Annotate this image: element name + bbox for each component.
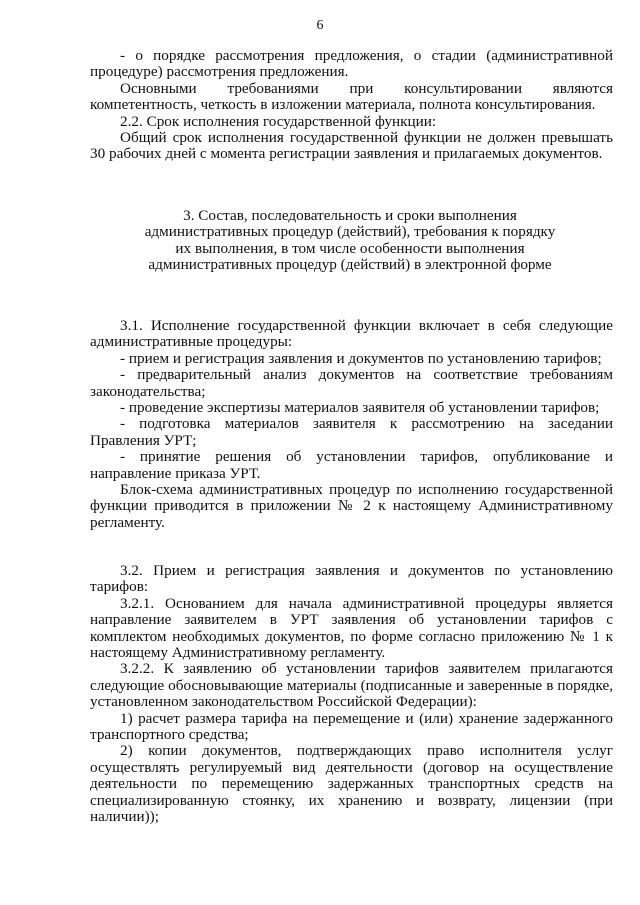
list-item: - принятие решения об установлении тарифов, опубликование и направление приказа УРТ. xyxy=(90,448,613,482)
list-item: - прием и регистрация заявления и документов по установлению тарифов; xyxy=(120,349,602,367)
paragraph: Общий срок исполнения государственной функции не должен превышать 30 рабочих дней с момента регистрации заявления и прилагаемых документов. xyxy=(90,129,613,163)
paragraph: 3.2. Прием и регистрация заявления и документов по установлению тарифов: xyxy=(90,562,613,596)
paragraph: 3.1. Исполнение государственной функции включает в себя следующие административные процедуры: xyxy=(90,317,613,351)
list-item: 1) расчет размера тарифа на перемещение и (или) хранение задержанного транспортного средства; xyxy=(90,709,613,744)
top-text-block xyxy=(90,48,613,163)
paragraph: Блок-схема административных процедур по исполнению государственной функции приводится в приложении № 2 к настоящему Административному регламенту. xyxy=(90,481,613,531)
heading-line: административных процедур (действий), требования к порядку xyxy=(144,223,556,241)
heading-line: 3. Состав, последовательность и сроки выполнения xyxy=(183,207,517,224)
paragraph: Основными требованиями при консультировании являются компетентность, четкость в изложении материала, полнота консультирования. xyxy=(90,79,613,114)
page-number: 6 xyxy=(316,18,324,33)
section-heading xyxy=(110,208,590,274)
paragraph: 2.2. Срок исполнения государственной функции: xyxy=(120,112,437,130)
list-item: 2) копии документов, подтверждающих право исполнителя услуг осуществлять регулируемый вид деятельности (договор на осуществление деятельности по перемещению задержанных транспортных средств на специализированную стоянку, их хранению и возврату, лицензии (при наличии)); xyxy=(90,742,613,826)
section-3-1 xyxy=(90,318,613,531)
paragraph: 3.2.1. Основанием для начала административной процедуры является направление заявителем в УРТ заявления об установлении тарифов с комплектом необходимых документов, по форме согласно приложению № 1 к настоящему Административному регламенту. xyxy=(90,594,613,662)
paragraph: - о порядке рассмотрения предложения, о стадии (административной процедуре) рассмотрения предложения. xyxy=(90,47,613,81)
section-3-2 xyxy=(90,563,613,826)
list-item: - проведение экспертизы материалов заявителя об установлении тарифов; xyxy=(120,399,600,417)
heading-line: административных процедур (действий) в электронной форме xyxy=(148,256,552,274)
list-item: - подготовка материалов заявителя к рассмотрению на заседании Правления УРТ; xyxy=(90,415,613,449)
list-item: - предварительный анализ документов на соответствие требованиям законодательства; xyxy=(90,366,613,400)
heading-line: их выполнения, в том числе особенности выполнения xyxy=(175,239,525,257)
paragraph: 3.2.2. К заявлению об установлении тарифов заявителем прилагаются следующие обосновывающие материалы (подписанные и заверенные в порядке, установленном законодательством Российской Федерации): xyxy=(90,660,613,711)
